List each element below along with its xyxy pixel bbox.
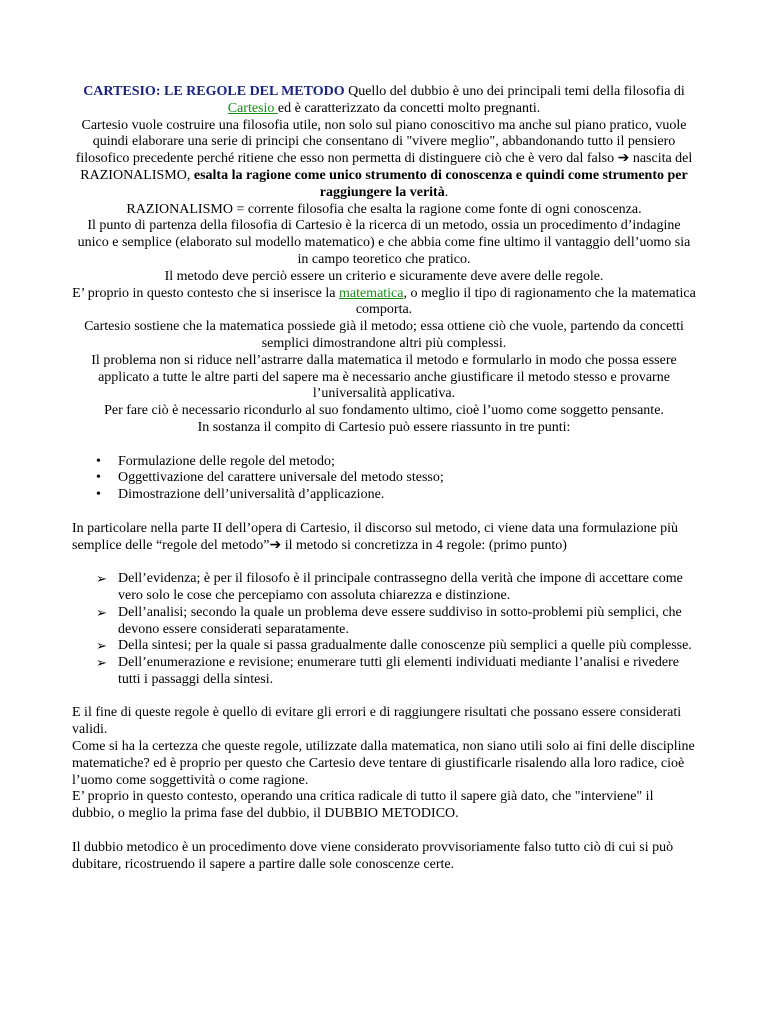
arrowhead-bullet-icon: ➢ [96, 571, 107, 587]
p6-text-b: , o meglio il tipo di ragionamento che la matematica comporta. [355, 285, 696, 318]
bullet-icon: • [96, 453, 101, 469]
spacer [72, 437, 696, 454]
document-title: CARTESIO: LE REGOLE DEL METODO [83, 84, 345, 99]
p2-text-b: nascita del RAZIONALISMO, [80, 151, 693, 183]
paragraph-matematica [72, 286, 696, 320]
intro-paragraph [72, 84, 696, 118]
rules-arrow-list [72, 571, 696, 689]
paragraph-problema: Il problema non si riduce nell’astrarre dalla matematica il metodo e formularlo in modo che possa essere applicato a tutte le altre parti del sapere ma è necessario anche giustificare il metodo stesso e provarne l’universalità applicativa. [91, 352, 677, 402]
intro-text-b: ed è caratterizzato da concetti molto pregnanti. [277, 100, 541, 116]
bullet-icon: • [96, 470, 101, 486]
spacer [72, 554, 696, 571]
list-item-text: Dell’analisi; secondo la quale un problema deve essere suddiviso in sotto-problemi più semplici, che devono essere considerati separatamente. [118, 604, 682, 637]
bullet-icon: • [96, 487, 101, 503]
arrow-icon: ➔ [617, 151, 630, 167]
p2-text-c: . [444, 184, 449, 200]
spacer [72, 823, 696, 840]
list-item-text: Formulazione delle regole del metodo; [118, 453, 335, 469]
paragraph-fine-regole: E il fine di queste regole è quello di evitare gli errori e di raggiungere risultati che possano essere considerati validi. [72, 705, 682, 738]
list-item-text: Dell’evidenza; è per il filosofo è il principale contrassegno della verità che impone di accettare come vero solo le cose che percepiamo con assoluta chiarezza e distinzione. [118, 571, 683, 603]
paragraph-filosofia-utile [72, 118, 696, 202]
p2-bold-text: esalta la ragione come unico strumento di conoscenza e quindi come strumento per raggiungere la verità [193, 167, 688, 200]
p6-text-a: E’ proprio in questo contesto che si inserisce la [72, 285, 339, 301]
arrowhead-bullet-icon: ➢ [96, 604, 107, 620]
spacer [72, 504, 696, 521]
list-item [72, 487, 696, 504]
list-item-text: Oggettivazione del carattere universale del metodo stesso; [118, 470, 444, 486]
document-page [72, 84, 696, 873]
paragraph-metodo-regole: Il metodo deve perciò essere un criterio e sicuramente deve avere delle regole. [164, 268, 604, 284]
list-item-text: Dimostrazione dell’universalità d’applicazione. [118, 487, 385, 503]
list-item-text: Dell’enumerazione e revisione; enumerare tutti gli elementi individuati mediante l’analisi e rivedere tutti i passaggi della sintesi. [118, 655, 679, 687]
list-item [72, 605, 696, 639]
tasks-bullet-list [72, 454, 696, 504]
list-item [72, 571, 696, 605]
intro-text-a: Quello del dubbio è uno dei principali temi della filosofia di [344, 84, 685, 99]
list-item [72, 470, 696, 487]
matematica-link[interactable]: matematica [338, 285, 404, 301]
paragraph-razionalismo: RAZIONALISMO = corrente filosofia che esalta la ragione come fonte di ogni conoscenza. [126, 201, 642, 217]
spacer [72, 689, 696, 706]
s2-text-a: In particolare nella parte II dell’opera di Cartesio, il discorso sul metodo, ci viene data una formulazione più semplice delle “regole del metodo” [72, 520, 679, 553]
cartesio-link[interactable]: Cartesio [227, 100, 278, 116]
list-item-text: Della sintesi; per la quale si passa gradualmente dalle conoscenze più semplici a quelle più complesse. [118, 638, 692, 654]
arrowhead-bullet-icon: ➢ [96, 655, 107, 671]
paragraph-definizione-dubbio: Il dubbio metodico è un procedimento dove viene considerato provvisoriamente falso tutto ciò di cui si può dubitare, ricostruendo il sapere a partire dalle sole conoscenze certe. [72, 839, 674, 872]
arrow-icon: ➔ [269, 537, 282, 553]
list-item [72, 655, 696, 689]
paragraph-metodo-matematica: Cartesio sostiene che la matematica possiede già il metodo; essa ottiene ciò che vuole, partendo da concetti semplici dimostrandone altri più complessi. [84, 319, 684, 351]
s2-text-b: il metodo si concretizza in 4 regole: (primo punto) [281, 537, 567, 553]
paragraph-punto-partenza: Il punto di partenza della filosofia di Cartesio è la ricerca di un metodo, ossia un procedimento d’indagine unico e semplice (elaborato sul modello matematico) e che abbia come fine ultimo il vantaggio dell’uomo sia in campo teoretico che pratico. [77, 218, 691, 267]
paragraph-regole-metodo [72, 521, 696, 555]
paragraph-dubbio-metodico: E’ proprio in questo contesto, operando una critica radicale di tutto il sapere già dato, che "interviene" il dubbio, o meglio la prima fase del dubbio, il DUBBIO METODICO. [72, 789, 654, 822]
paragraph-tre-punti: In sostanza il compito di Cartesio può essere riassunto in tre punti: [197, 419, 571, 435]
list-item [72, 638, 696, 655]
arrowhead-bullet-icon: ➢ [96, 638, 107, 654]
paragraph-certezza: Come si ha la certezza che queste regole, utilizzate dalla matematica, non siano utili solo ai fini delle discipline matematiche? ed è proprio per questo che Cartesio deve tentare di giustificarle risalendo alla loro radice, cioè l’uomo come soggettività o come ragione. [72, 739, 695, 788]
p2-text-a: Cartesio vuole costruire una filosofia utile, non solo sul piano conoscitivo ma anche sul piano pratico, vuole quindi elaborare una serie di principi che consentano di "vivere meglio", abbandonando tutto il pensiero filosofico precedente perché ritiene che esso non permetta di distinguere ciò che è vero dal falso [75, 117, 687, 167]
paragraph-fondamento: Per fare ciò è necessario ricondurlo al suo fondamento ultimo, cioè l’uomo come soggetto pensante. [104, 403, 664, 419]
list-item [72, 454, 696, 471]
